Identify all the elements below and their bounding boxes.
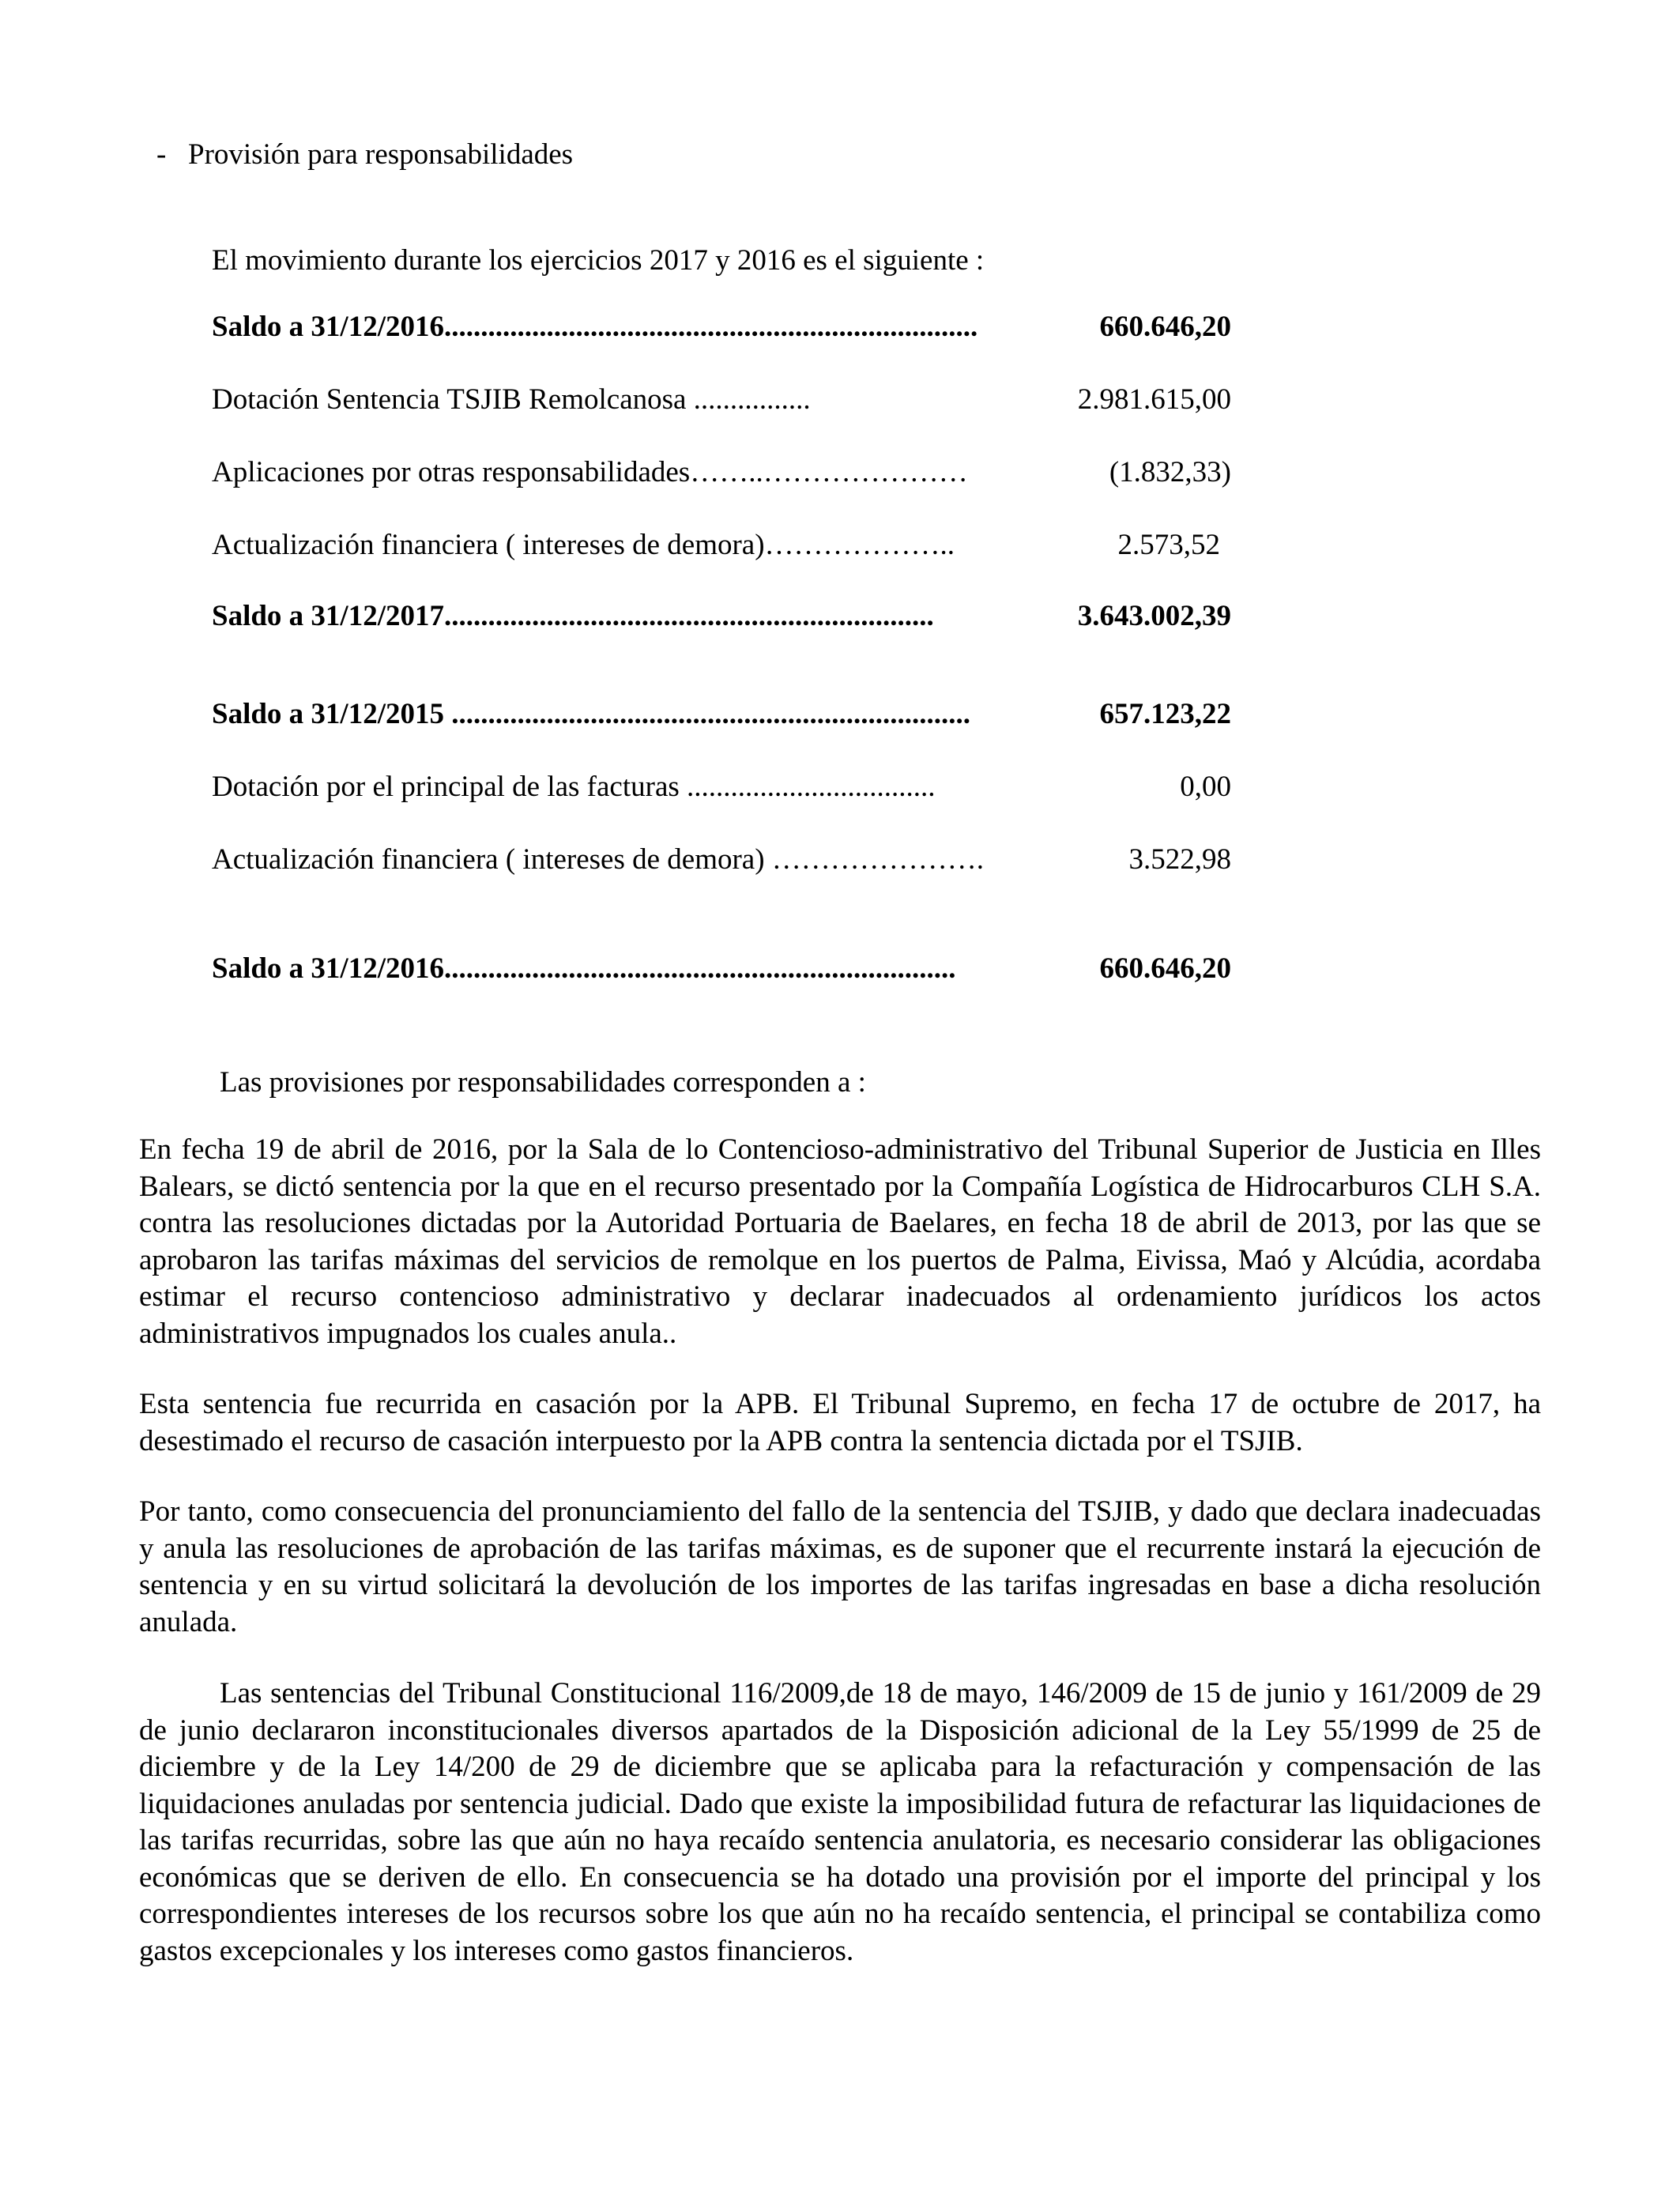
movement-amount: 3.522,98: [1128, 843, 1231, 876]
heading-dash: -: [156, 138, 167, 171]
movement-label: Saldo a 31/12/2016......................................................................: [212, 952, 956, 985]
movement-label: Aplicaciones por otras responsabilidades……..…………………: [212, 456, 968, 488]
body-paragraph: Por tanto, como consecuencia del pronunciamiento del fallo de la sentencia del TSJIB, y dado que declara inadecuadas y anula las resoluciones de aprobación de las tarifas máximas, es de suponer que el recurrente instará la ejecución de sentencia y en su virtud solicitará la devolución de los importes de las tarifas ingresadas en base a dicha resolución anulada.: [139, 1495, 1541, 1638]
movement-label: Actualización financiera ( intereses de demora)………………..: [212, 529, 955, 561]
movement-label: Actualización financiera ( intereses de demora) ………………….: [212, 843, 985, 876]
movement-label: Dotación Sentencia TSJIB Remolcanosa ................: [212, 383, 811, 416]
movement-row: [212, 768, 1231, 806]
movement-amount: 660.646,20: [1099, 311, 1231, 343]
movement-row: [212, 950, 1231, 988]
movement-amount: 2.981.615,00: [1077, 383, 1231, 416]
movement-row: [212, 696, 1231, 733]
body-paragraph: Las sentencias del Tribunal Constitucional 116/2009,de 18 de mayo, 146/2009 de 15 de junio y 161/2009 de 29 de junio declararon inconstitucionales diversos apartados de la Disposición adicional de la Ley 55/1999 de 25 de diciembre y de la Ley 14/200 de 29 de diciembre que se aplicaba para la refacturación y compensación de las liquidaciones anuladas por sentencia judicial. Dado que existe la imposibilidad futura de refacturar las liquidaciones de las tarifas recurridas, sobre las que aún no haya recaído sentencia anulatoria, es necesario considerar las obligaciones económicas que se deriven de ello. En consecuencia se ha dotado una provisión por el importe del principal y los correspondientes intereses de los recursos sobre los que aún no ha recaído sentencia, el principal se contabiliza como gastos excepcionales y los intereses como gastos financieros.: [139, 1677, 1541, 1967]
movement-row: [212, 526, 1231, 564]
movement-intro: El movimiento durante los ejercicios 2017 y 2016 es el siguiente :: [212, 244, 985, 277]
movement-amount: 3.643.002,39: [1077, 600, 1231, 632]
movement-row: [212, 454, 1231, 492]
movement-label: Saldo a 31/12/2015 .......................................................................: [212, 698, 970, 730]
movement-row: [212, 381, 1231, 419]
movement-row: [212, 841, 1231, 879]
body-paragraph: Esta sentencia fue recurrida en casación por la APB. El Tribunal Supremo, en fecha 17 de octubre de 2017, ha desestimado el recurso de casación interpuesto por la APB contra la sentencia dictada por el TSJIB.: [139, 1388, 1541, 1457]
movement-amount: 657.123,22: [1099, 698, 1231, 730]
movement-amount: (1.832,33): [1109, 456, 1231, 488]
movement-label: Saldo a 31/12/2017...................................................................: [212, 600, 934, 632]
provisions-intro: Las provisiones por responsabilidades corresponden a :: [220, 1066, 866, 1099]
movement-label: Saldo a 31/12/2016.........................................................................: [212, 311, 978, 343]
movement-label: Dotación por el principal de las facturas ..................................: [212, 771, 936, 803]
section-heading: [156, 136, 573, 174]
body-paragraph: En fecha 19 de abril de 2016, por la Sala de lo Contencioso-administrativo del Tribunal Superior de Justicia en Illes Balears, se dictó sentencia por la que en el recurso presentado por la Compañía Logística de Hidrocarburos CLH S.A. contra las resoluciones dictadas por la Autoridad Portuaria de Baelares, en fecha 18 de abril de 2013, por las que se aprobaron las tarifas máximas del servicios de remolque en los puertos de Palma, Eivissa, Maó y Alcúdia, acordaba estimar el recurso contencioso administrativo y declarar inadecuados al ordenamiento jurídicos los actos administrativos impugnados los cuales anula..: [139, 1133, 1541, 1350]
movement-amount: 660.646,20: [1099, 952, 1231, 985]
section-title: Provisión para responsabilidades: [188, 138, 574, 171]
movement-amount: 0,00: [1180, 771, 1231, 803]
movement-row: [212, 598, 1231, 635]
movement-amount: 2.573,52: [1117, 529, 1220, 561]
movement-row: [212, 308, 1231, 346]
